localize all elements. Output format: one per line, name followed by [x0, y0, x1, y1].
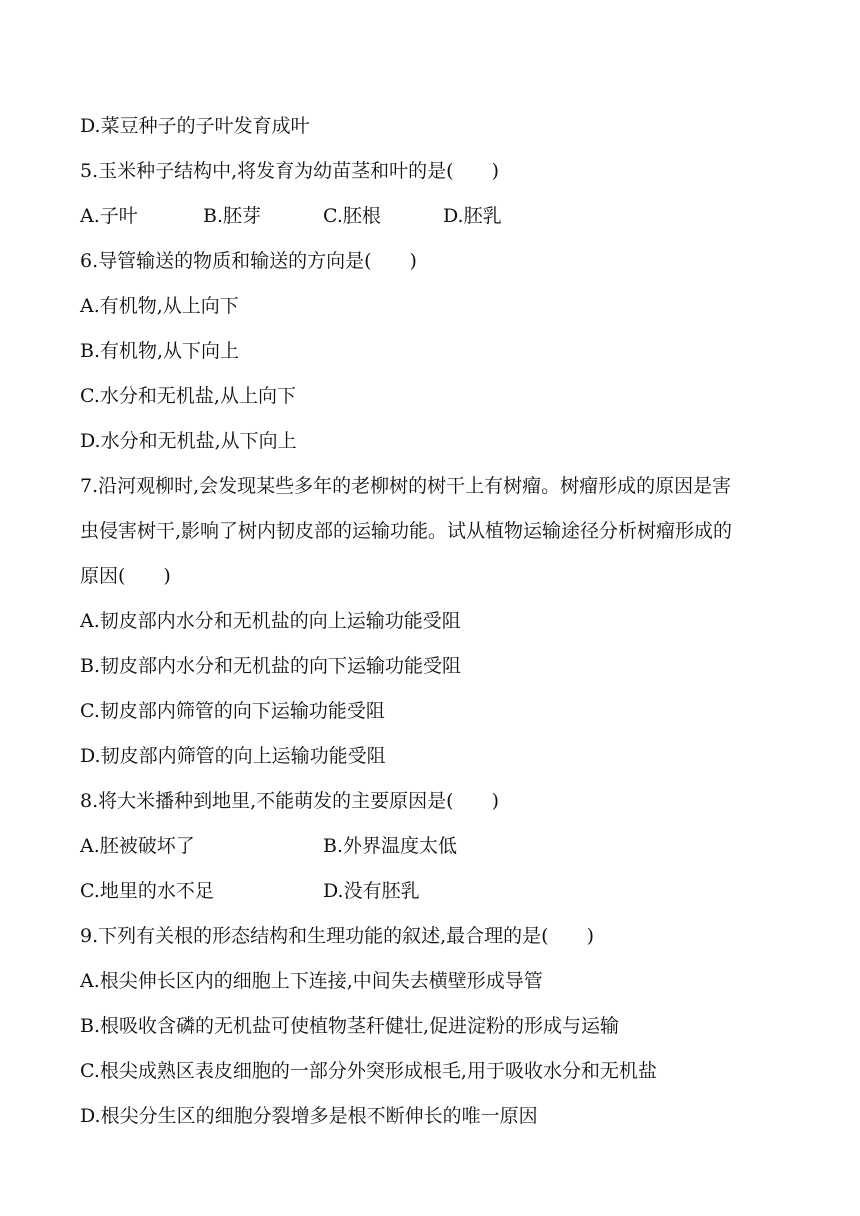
q8-option-c: C.地里的水不足 [80, 880, 214, 902]
q9-option-a: A.根尖伸长区内的细胞上下连接,中间失去横壁形成导管 [80, 970, 543, 992]
q9-stem: 9.下列有关根的形态结构和生理功能的叙述,最合理的是( ) [80, 925, 594, 947]
q7-stem-line-1: 7.沿河观柳时,会发现某些多年的老柳树的树干上有树瘤。树瘤形成的原因是害 [80, 475, 732, 497]
q8-option-b: B.外界温度太低 [323, 835, 458, 857]
q6-option-b: B.有机物,从下向上 [80, 340, 240, 362]
q8-option-a: A.胚被破坏了 [80, 835, 195, 857]
q5-option-c: C.胚根 [323, 205, 381, 227]
q6-option-a: A.有机物,从上向下 [80, 295, 239, 317]
q7-option-b: B.韧皮部内水分和无机盐的向下运输功能受阻 [80, 655, 462, 677]
q6-option-c: C.水分和无机盐,从上向下 [80, 385, 296, 407]
q5-option-b: B.胚芽 [203, 205, 262, 227]
q5-stem: 5.玉米种子结构中,将发育为幼苗茎和叶的是( ) [80, 160, 499, 182]
q8-stem: 8.将大米播种到地里,不能萌发的主要原因是( ) [80, 790, 499, 812]
q6-option-d: D.水分和无机盐,从下向上 [80, 430, 297, 452]
q7-option-c: C.韧皮部内筛管的向下运输功能受阻 [80, 700, 385, 722]
q7-stem-line-2: 虫侵害树干,影响了树内韧皮部的运输功能。试从植物运输途径分析树瘤形成的 [80, 520, 733, 542]
q7-option-d: D.韧皮部内筛管的向上运输功能受阻 [80, 745, 386, 767]
q9-option-d: D.根尖分生区的细胞分裂增多是根不断伸长的唯一原因 [80, 1105, 538, 1127]
q7-stem-line-3: 原因( ) [80, 565, 171, 587]
q8-option-d: D.没有胚乳 [323, 880, 420, 902]
q4-option-d: D.菜豆种子的子叶发育成叶 [80, 115, 310, 137]
q9-option-b: B.根吸收含磷的无机盐可使植物茎秆健壮,促进淀粉的形成与运输 [80, 1015, 620, 1037]
q9-option-c: C.根尖成熟区表皮细胞的一部分外突形成根毛,用于吸收水分和无机盐 [80, 1060, 657, 1082]
q5-option-d: D.胚乳 [443, 205, 502, 227]
q7-option-a: A.韧皮部内水分和无机盐的向上运输功能受阻 [80, 610, 461, 632]
q5-option-a: A.子叶 [80, 205, 138, 227]
q6-stem: 6.导管输送的物质和输送的方向是( ) [80, 250, 417, 272]
